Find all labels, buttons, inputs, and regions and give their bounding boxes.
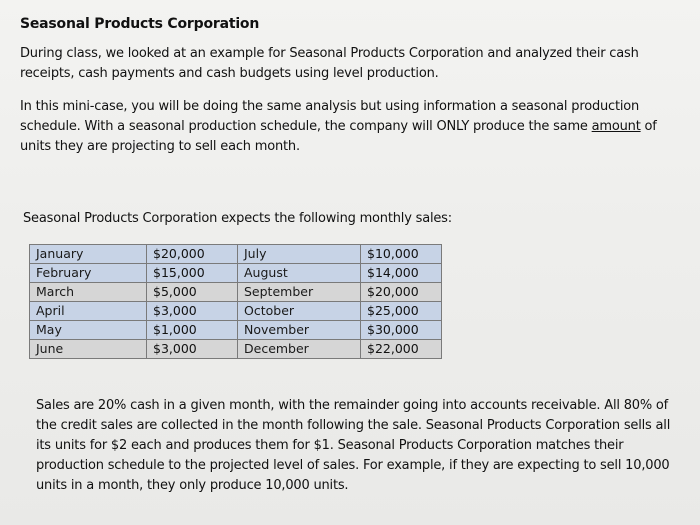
sales-amount-cell: $14,000 — [361, 264, 442, 283]
month-cell: June — [30, 340, 147, 359]
month-cell: April — [30, 302, 147, 321]
sales-amount-cell: $20,000 — [147, 245, 238, 264]
table-row — [30, 245, 442, 264]
table-row — [30, 264, 442, 283]
sales-amount-cell: $30,000 — [361, 321, 442, 340]
sales-amount-cell: $5,000 — [147, 283, 238, 302]
month-cell: November — [238, 321, 361, 340]
month-cell: January — [30, 245, 147, 264]
sales-amount-cell: $20,000 — [361, 283, 442, 302]
sales-amount-cell: $22,000 — [361, 340, 442, 359]
monthly-sales-table — [29, 244, 442, 359]
sales-amount-cell: $1,000 — [147, 321, 238, 340]
month-cell: February — [30, 264, 147, 283]
sales-amount-cell: $15,000 — [147, 264, 238, 283]
sales-amount-cell: $3,000 — [147, 302, 238, 321]
table-row — [30, 340, 442, 359]
table-row — [30, 321, 442, 340]
month-cell: May — [30, 321, 147, 340]
table-row — [30, 302, 442, 321]
mini-case-text-end: of units they are projecting to sell each month. — [20, 119, 657, 154]
month-cell: March — [30, 283, 147, 302]
intro-paragraph: During class, we looked at an example for Seasonal Products Corporation and analyzed their cash receipts, cash payments and cash budgets using level production. — [20, 46, 639, 81]
table-row — [30, 283, 442, 302]
month-cell: August — [238, 264, 361, 283]
sales-amount-cell: $25,000 — [361, 302, 442, 321]
month-cell: September — [238, 283, 361, 302]
document-title: Seasonal Products Corporation — [20, 16, 260, 32]
sales-amount-cell: $10,000 — [361, 245, 442, 264]
assumptions-paragraph: Sales are 20% cash in a given month, with the remainder going into accounts receivable. All 80% of the credit sales are collected in the month following the sale. Seasonal Products Corporation sells all its units for $2 each and produces them for $1. Seasonal Products Corporation matches their production schedule to the projected level of sales. For example, if they are expecting to sell 10,000 units in a month, they only produce 10,000 units. — [36, 398, 671, 493]
underlined-word: amount — [591, 119, 641, 134]
mini-case-text-start: In this mini-case, you will be doing the same analysis but using information a seasonal production schedule. With a seasonal production schedule, the company will ONLY produce the same — [20, 99, 640, 134]
table-caption: Seasonal Products Corporation expects the following monthly sales: — [23, 211, 452, 226]
month-cell: July — [238, 245, 361, 264]
month-cell: December — [238, 340, 361, 359]
sales-amount-cell: $3,000 — [147, 340, 238, 359]
mini-case-paragraph — [20, 97, 680, 157]
month-cell: October — [238, 302, 361, 321]
